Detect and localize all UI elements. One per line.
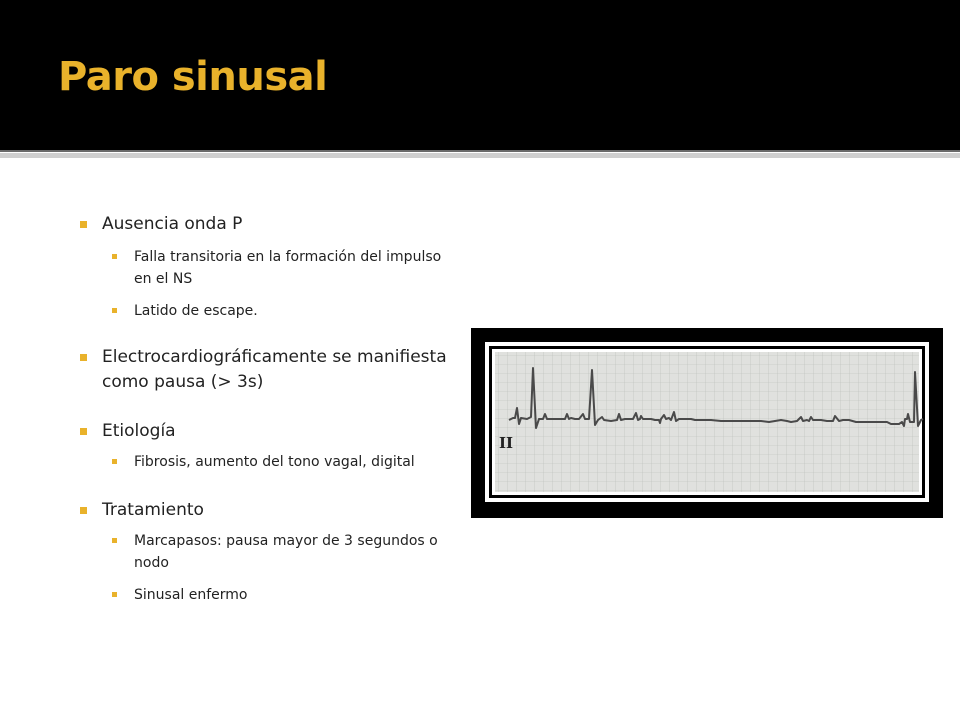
sub-bullet-marcapasos: Marcapasos: pausa mayor de 3 segundos o nodo xyxy=(78,530,450,574)
ecg-image xyxy=(471,328,943,518)
bullet-ausencia-onda-p: Ausencia onda P xyxy=(78,212,450,237)
bullet-tratamiento: Tratamiento xyxy=(78,498,450,523)
sub-bullet-latido-escape: Latido de escape. xyxy=(78,300,450,322)
ecg-lead-label: II xyxy=(499,434,514,452)
header-divider-light xyxy=(0,153,960,158)
title-bar xyxy=(0,0,960,150)
bullet-list xyxy=(78,212,450,606)
header-divider xyxy=(0,150,960,152)
sub-bullet-fibrosis: Fibrosis, aumento del tono vagal, digital xyxy=(78,451,450,473)
bullet-etiologia: Etiología xyxy=(78,419,450,444)
sub-bullet-sinusal-enfermo: Sinusal enfermo xyxy=(78,584,450,606)
ecg-strip-svg xyxy=(471,328,943,518)
sub-bullet-falla-transitoria: Falla transitoria en la formación del impulso en el NS xyxy=(78,246,450,290)
page-title: Paro sinusal xyxy=(58,54,328,100)
bullet-electrocardiograficamente: Electrocardiográficamente se manifiesta como pausa (> 3s) xyxy=(78,345,450,395)
